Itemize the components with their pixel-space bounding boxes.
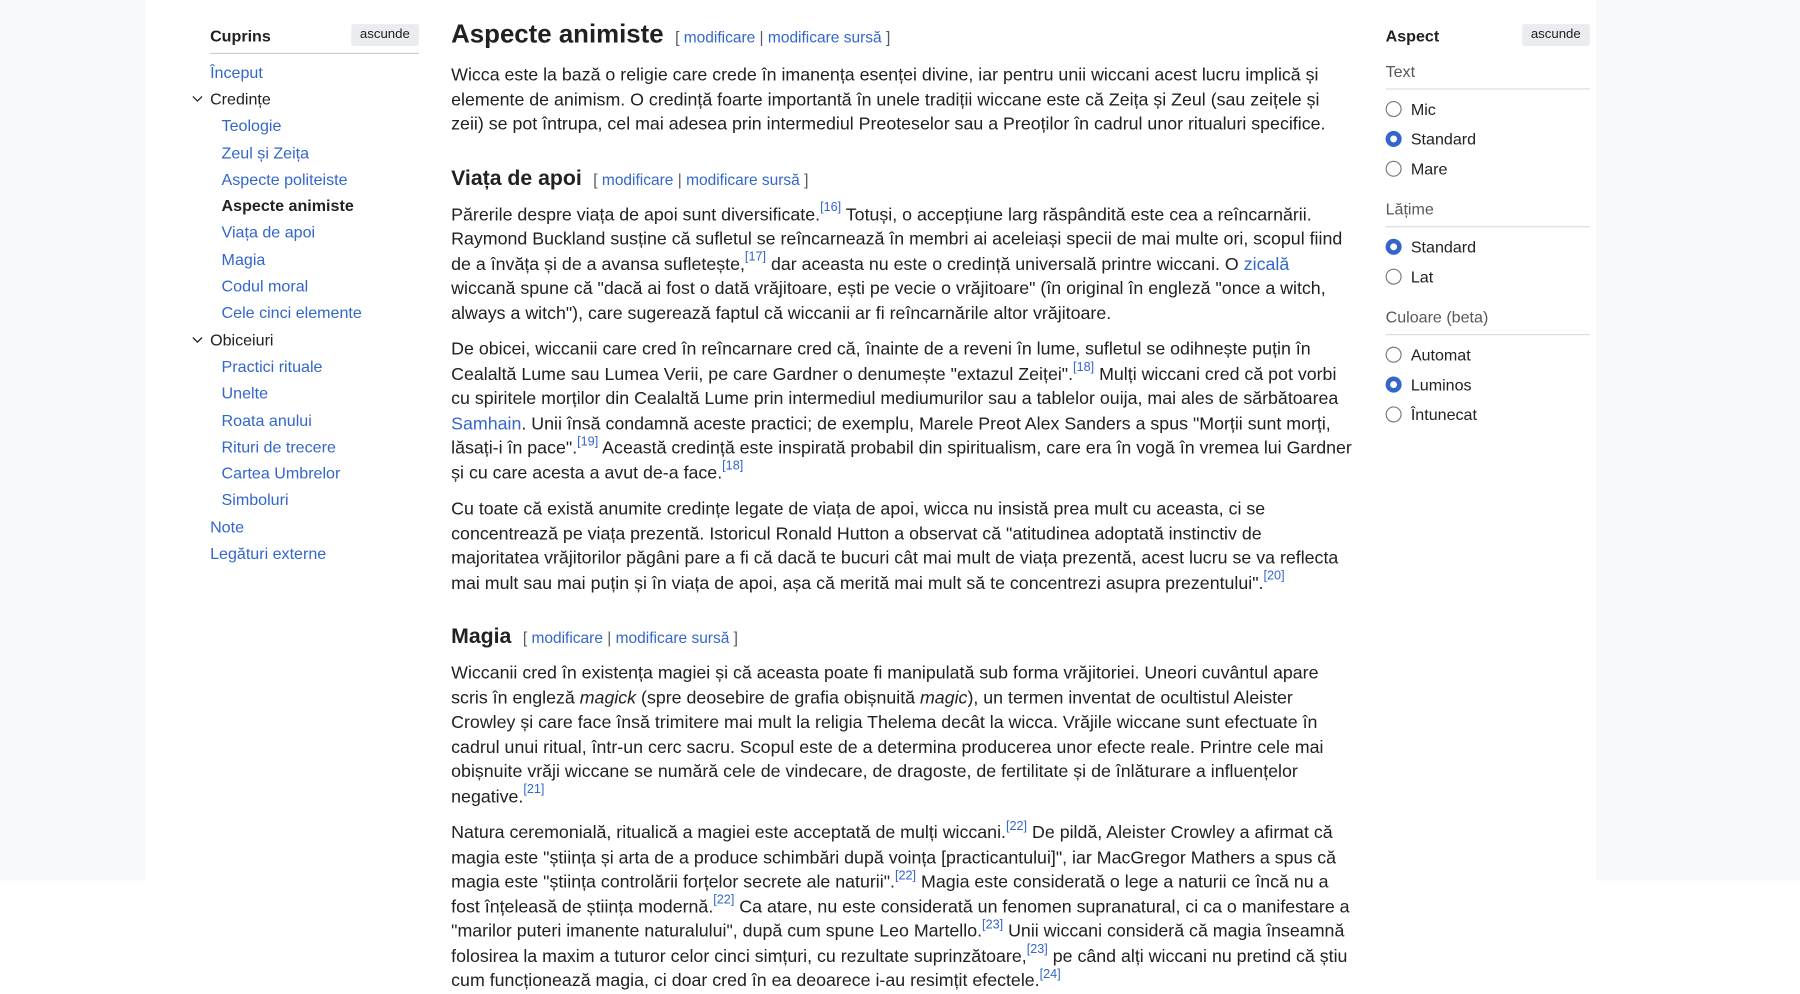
section-heading — [451, 18, 1352, 54]
toc-item-label: Simboluri — [221, 490, 289, 509]
text-run: Magia este considerată o lege a naturii ce încă nu a fost înțeleasă de știința modernă. — [451, 872, 1329, 917]
radio-unselected-icon[interactable] — [1386, 406, 1402, 422]
edit-link[interactable]: modificare — [683, 28, 756, 46]
radio-unselected-icon[interactable] — [1386, 161, 1402, 177]
paragraph — [451, 497, 1352, 596]
radio-selected-icon[interactable] — [1386, 131, 1402, 147]
reference-link[interactable]: [22] — [894, 868, 917, 883]
toc-hide-button[interactable]: ascunde — [351, 24, 419, 47]
reference-link[interactable]: [24] — [1039, 967, 1061, 982]
toc-item[interactable] — [210, 139, 419, 166]
reference-link[interactable]: [16] — [820, 201, 842, 216]
appearance-hide-button[interactable]: ascunde — [1522, 24, 1590, 47]
right-margin-background — [1596, 0, 1800, 880]
reference-link[interactable]: [21] — [523, 783, 545, 798]
toc-item[interactable] — [210, 59, 419, 86]
reference-link[interactable]: [22] — [1005, 819, 1028, 834]
inline-link[interactable]: zicală — [1243, 254, 1290, 274]
toc-item[interactable] — [210, 433, 419, 460]
paragraph — [451, 821, 1352, 994]
toc-item[interactable] — [210, 353, 419, 380]
text-run: De pildă, Aleister Crowley a afirmat că magia este "știința și arta de a produce schimbări după voința [practicantului]", iar MacGregor Mathers a spus că magia este "știința controlării forțelor secrete ale naturii". — [451, 823, 1337, 892]
radio-option-standard[interactable] — [1386, 232, 1590, 262]
toc-item-label: Aspecte animiste — [221, 196, 354, 215]
toc-item-label: Viața de apoi — [221, 223, 316, 242]
reference-link[interactable]: [23] — [1026, 942, 1048, 957]
radio-label: Standard — [1410, 129, 1477, 149]
toc-item[interactable] — [210, 379, 419, 406]
toc-item-label: Note — [210, 517, 245, 536]
article-content — [451, 0, 1352, 994]
reference-link[interactable]: [22] — [713, 893, 735, 908]
section-aspecte-animiste — [451, 18, 1352, 137]
group-label: Text — [1386, 62, 1590, 90]
section-title: Aspecte animiste — [451, 19, 664, 49]
table-of-contents — [210, 24, 419, 567]
text-run: . Unii însă condamnă aceste practici; de exemplu, Marele Preot Alex Sanders a spus "Morții sunt morți, lăsați-i în pace". — [451, 413, 1331, 459]
text-size-group — [1386, 62, 1590, 184]
paragraph — [451, 661, 1352, 809]
text-run: ), un termen inventat de ocultistul Aleister Crowley și care face însă trimitere mai mult la religia Thelema decât la wicca. Vrăjile wiccane sunt efectuate în cadrul unui ritual, într-un cerc sacru. Scopul este de a determina producerea unor efecte reale. Printre cele mai obișnuite vrăji wiccane se numără cele de vindecare, de dragoste, de fertilitate și de înlăturare a influențelor negative. — [451, 688, 1324, 807]
radio-label: Lat — [1410, 267, 1434, 286]
toc-item-label: Codul moral — [221, 276, 309, 296]
italic-text: magic — [919, 688, 968, 708]
left-margin-background — [0, 0, 146, 880]
text-run: Natura ceremonială, ritualică a magiei este acceptată de mulți wiccani. — [451, 823, 1006, 843]
section-title: Viața de apoi — [451, 164, 582, 189]
radio-option-lat[interactable] — [1386, 262, 1590, 292]
bracket: ] — [733, 629, 738, 647]
radio-option-mic[interactable] — [1386, 94, 1590, 124]
radio-unselected-icon[interactable] — [1386, 347, 1402, 363]
radio-group — [1386, 94, 1590, 184]
toc-item-label: Practici rituale — [221, 356, 323, 376]
toc-item-label: Aspecte politeiste — [221, 169, 348, 189]
toc-item[interactable] — [210, 486, 419, 513]
text-run: Părerile despre viața de apoi sunt diversificate. — [451, 204, 821, 225]
toc-item[interactable] — [210, 272, 419, 299]
edit-link[interactable]: modificare — [531, 629, 603, 647]
section-heading — [451, 162, 1352, 193]
edit-source-link[interactable]: modificare sursă — [767, 28, 882, 46]
section-heading — [451, 621, 1352, 652]
reference-link[interactable]: [20] — [1263, 569, 1285, 584]
toc-item-label: Credințe — [210, 89, 271, 108]
edit-section — [593, 170, 808, 187]
toc-item-label: Legături externe — [210, 544, 327, 563]
section-viata-de-apoi — [451, 162, 1352, 595]
radio-label: Mare — [1410, 159, 1448, 178]
toc-title: Cuprins — [210, 25, 271, 45]
text-run: dar aceasta nu este o credință universală printre wiccani. O — [766, 254, 1244, 274]
radio-option-automat[interactable] — [1386, 340, 1590, 370]
text-run: Wiccanii cred în existența magiei și că aceasta poate fi manipulată sub forma vrăjitoriei. Uneori cuvântul apare scris în engleză — [451, 663, 1319, 708]
radio-option-luminos[interactable] — [1386, 370, 1590, 400]
toc-item[interactable] — [210, 513, 419, 540]
toc-header — [210, 24, 419, 46]
toc-item[interactable] — [210, 326, 419, 353]
reference-link[interactable]: [18] — [722, 459, 744, 474]
radio-selected-icon[interactable] — [1386, 377, 1402, 393]
radio-selected-icon[interactable] — [1386, 239, 1402, 255]
toc-list — [210, 59, 419, 567]
reference-link[interactable]: [17] — [744, 250, 767, 265]
toc-item[interactable] — [210, 219, 419, 246]
toc-item-label: Cartea Umbrelor — [221, 463, 341, 483]
toc-item[interactable] — [210, 540, 419, 567]
toc-item-label: Unelte — [221, 383, 269, 403]
toc-item[interactable] — [210, 406, 419, 433]
text-run: Unii wiccani consideră că magia înseamnă folosirea la maxim a tuturor celor cinci simțuri, cu rezultate suprinzătoare, — [451, 921, 1345, 967]
radio-label: Întunecat — [1410, 405, 1477, 424]
paragraph — [451, 63, 1352, 137]
radio-option-standard[interactable] — [1386, 124, 1590, 154]
chevron-down-icon[interactable] — [191, 92, 205, 106]
radio-option-mare[interactable] — [1386, 154, 1590, 184]
text-run: Ca atare, nu este considerată un fenomen supranatural, ci ca o manifestare a "marilor puteri imanente naturalului", după cum spune Leo Martello. — [451, 897, 1350, 942]
text-run: Această credință este inspirată probabil din spiritualism, care era în vogă în vremea lui Gardner și cu care acesta a avut de-a face. — [451, 438, 1352, 483]
paragraph — [451, 338, 1352, 486]
text-run: pe când alți wiccani nu pretind că știu cum funcționează magia, ci doar cred în ea deoarece i-au resimțit efectele. — [451, 946, 1348, 991]
section-title: Magia — [451, 623, 512, 648]
toc-item[interactable] — [210, 246, 419, 273]
edit-section — [675, 29, 890, 46]
bracket: ] — [804, 170, 809, 188]
radio-unselected-icon[interactable] — [1386, 269, 1402, 285]
bracket: [ — [593, 170, 598, 188]
text-run: Totuși, o accepțiune larg răspândită este cea a reîncarnării. Raymond Buckland susține că sufletul se reîncarnează în membri ai aceleiași specii de mai multe ori, scopul fiind de a învăța și de a avansa sufletește, — [451, 204, 1343, 274]
separator: | — [759, 28, 764, 46]
radio-label: Luminos — [1410, 375, 1472, 394]
group-label: Culoare (beta) — [1386, 308, 1590, 336]
bracket: [ — [522, 629, 528, 647]
paragraph — [451, 203, 1352, 326]
edit-link[interactable]: modificare — [601, 170, 674, 188]
radio-group — [1386, 232, 1590, 292]
text-run: Wicca este la bază o religie care crede în imanența esenței divine, iar pentru unii wiccani acest lucru implică și elemente de animism. O credință foarte importantă în unele tradiții wiccane este că Zeița și Zeul (sau zeițele și zeii) se pot întrupa, cel mai adesea prin intermediul Preoteselor sau a Preoților în cadrul unor ritualuri specifice. — [451, 65, 1326, 135]
toc-divider — [210, 53, 419, 54]
text-run: Mulți wiccani cred că pot vorbi cu spiritele morților din Cealaltă Lume prin intermediul mediumurilor sau a tablelor ouija, mai ales de sărbătoarea — [451, 364, 1339, 409]
toc-item[interactable] — [210, 112, 419, 139]
radio-option--ntunecat[interactable] — [1386, 399, 1590, 429]
reference-link[interactable]: [18] — [1073, 360, 1095, 375]
toc-item[interactable] — [210, 460, 419, 487]
toc-item-label: Cele cinci elemente — [221, 303, 362, 322]
edit-source-link[interactable]: modificare sursă — [686, 170, 800, 188]
toc-item-label: Zeul și Zeița — [221, 142, 310, 162]
color-group — [1386, 308, 1590, 430]
radio-label: Mic — [1410, 99, 1436, 119]
section-magia — [451, 621, 1352, 994]
toc-item-label: Roata anului — [221, 410, 312, 429]
bracket: ] — [885, 28, 891, 46]
toc-item-label: Rituri de trecere — [221, 437, 336, 456]
edit-source-link[interactable]: modificare sursă — [615, 629, 730, 647]
appearance-header — [1386, 24, 1590, 46]
inline-link[interactable]: Samhain — [451, 413, 522, 434]
toc-item[interactable] — [210, 166, 419, 193]
toc-item[interactable] — [210, 85, 419, 112]
separator: | — [607, 629, 612, 647]
radio-label: Automat — [1410, 345, 1471, 364]
toc-item-current[interactable] — [210, 192, 419, 219]
toc-item[interactable] — [210, 299, 419, 326]
italic-text: magick — [579, 688, 637, 708]
chevron-down-icon[interactable] — [191, 332, 205, 346]
appearance-panel — [1386, 24, 1590, 429]
toc-item-label: Magia — [221, 249, 266, 269]
radio-label: Standard — [1410, 237, 1477, 256]
reference-link[interactable]: [23] — [982, 918, 1004, 932]
toc-item-label: Început — [210, 62, 263, 82]
text-run: (spre deosebire de grafia obișnuită — [636, 688, 920, 708]
toc-item-label: Teologie — [221, 116, 282, 135]
text-run: wiccană spune că "dacă ai fost o dată vrăjitoare, ești pe vecie o vrăjitoare" (în original în engleză "once a witch, always a witch"), care sugerează faptul că wiccanii ar fi reîncarnările altor vrăjitoare. — [451, 278, 1326, 324]
appearance-title: Aspect — [1385, 25, 1440, 45]
radio-group — [1386, 340, 1590, 430]
group-label: Lățime — [1386, 200, 1590, 228]
text-run: Cu toate că există anumite credințe legate de viața de apoi, wicca nu insistă prea mult cu aceasta, ci se concentrează pe viața prezentă. Istoricul Ronald Hutton a observat că "atitudinea adoptată instinctiv de majoritatea vrăjitorilor păgâni pare a fi că dacă te bucuri cât mai mult de viața prezentă, acest lucru se va reflecta mai mult sau mai puțin și în viața de apoi, așa că merită mai mult să te concentrezi asupra prezentului". — [451, 499, 1339, 593]
text-run: De obicei, wiccanii care cred în reîncarnare cred că, înainte de a reveni în lume, sufletul se odihnește puțin în Cealaltă Lume sau Lumea Verii, pe care Gardner o denumește "extazul Zeiței". — [451, 339, 1311, 384]
edit-section — [523, 629, 738, 646]
bracket: [ — [675, 28, 680, 46]
separator: | — [677, 170, 682, 188]
reference-link[interactable]: [19] — [577, 434, 599, 449]
width-group — [1386, 200, 1590, 292]
toc-item-label: Obiceiuri — [210, 330, 274, 349]
radio-unselected-icon[interactable] — [1386, 101, 1402, 117]
